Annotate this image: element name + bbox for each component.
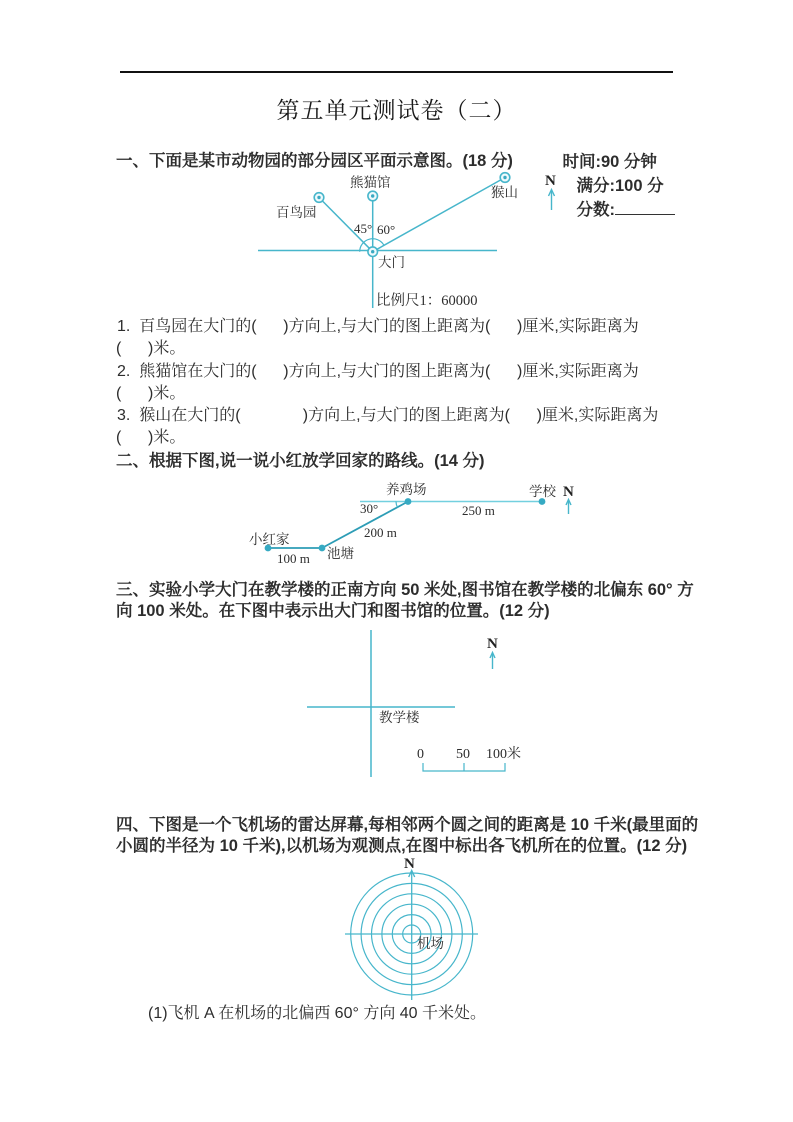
bird-garden-point (314, 193, 324, 203)
school-label: 学校 (529, 484, 556, 499)
angle-30-label: 30° (360, 501, 379, 516)
campus-north-arrow-icon (490, 653, 495, 670)
section3-heading-line1: 三、实验小学大门在教学楼的正南方向 50 米处,图书馆在教学楼的北偏东 60° 方 (116, 581, 694, 599)
gate-label: 大门 (378, 255, 405, 270)
scale-tick-50: 50 (456, 747, 470, 762)
angle-45-label: 45° (354, 221, 373, 236)
section2-heading: 二、根据下图,说一说小红放学回家的路线。(14 分) (116, 452, 485, 470)
question-1-line2: ( )米。 (116, 340, 186, 357)
question-1-line1: 1. 百鸟园在大门的( )方向上,与大门的图上距离为( )厘米,实际距离为 (117, 318, 639, 335)
bird-garden-label: 百鸟园 (276, 205, 317, 220)
question-3-line1: 3. 猴山在大门的( )方向上,与大门的图上距离为( )厘米,实际距离为 (117, 407, 659, 424)
scale-tick-0: 0 (417, 747, 424, 762)
teaching-building-label: 教学楼 (379, 710, 420, 725)
zoo-north-label: N (545, 173, 556, 189)
chicken-farm-point (405, 498, 412, 505)
header-rule (120, 71, 673, 73)
airport-label: 机场 (417, 936, 444, 951)
zoo-map-diagram (240, 166, 580, 316)
home-label: 小红家 (249, 532, 290, 547)
scale-tick-100: 100米 (486, 747, 521, 762)
monkey-hill-point (500, 173, 510, 183)
zoo-north-arrow-icon (549, 190, 555, 211)
radar-north-label: N (404, 856, 415, 872)
question-3-line2: ( )米。 (116, 429, 186, 446)
section4-heading-line2: 小圆的半径为 10 千米),以机场为观测点,在图中标出各飞机所在的位置。(12 分) (116, 837, 688, 855)
campus-north-label: N (487, 636, 498, 652)
campus-diagram (290, 626, 530, 781)
chicken-farm-label: 养鸡场 (386, 482, 427, 497)
pond-label: 池塘 (327, 546, 354, 561)
angle-60-label: 60° (377, 222, 396, 237)
full-score-label: 满分:100 分 (576, 177, 664, 195)
radar-diagram (335, 852, 490, 1007)
scale-bar (423, 763, 505, 771)
section1-heading: 一、下面是某市动物园的部分园区平面示意图。(18 分) (116, 152, 513, 170)
panda-hall-label: 熊猫馆 (350, 175, 391, 190)
zoo-scale-label: 比例尺1：60000 (376, 293, 478, 309)
farm-angle-arc (396, 502, 397, 508)
score-label: 分数: (576, 201, 615, 219)
gate-point (368, 247, 378, 257)
section4-item1: (1)飞机 A 在机场的北偏西 60° 方向 40 千米处。 (148, 1005, 487, 1022)
gate-to-monkey-hill-line (373, 178, 505, 252)
panda-hall-point (368, 191, 378, 201)
question-2-line1: 2. 熊猫馆在大门的( )方向上,与大门的图上距离为( )厘米,实际距离为 (117, 363, 639, 380)
score-blank-line (615, 199, 675, 215)
monkey-hill-label: 猴山 (491, 185, 518, 200)
page-title: 第五单元测试卷（二） (276, 98, 517, 123)
pond-point (319, 545, 326, 552)
dist-250m-label: 250 m (462, 503, 495, 518)
route-north-arrow-icon (566, 500, 571, 515)
school-point (539, 498, 546, 505)
dist-200m-label: 200 m (364, 525, 397, 540)
route-home-diagram (240, 476, 585, 572)
route-north-label: N (563, 484, 574, 500)
question-2-line2: ( )米。 (116, 385, 186, 402)
section3-heading-line2: 向 100 米处。在下图中表示出大门和图书馆的位置。(12 分) (116, 602, 550, 620)
dist-100m-label: 100 m (277, 551, 310, 566)
section4-heading-line1: 四、下图是一个飞机场的雷达屏幕,每相邻两个圆之间的距离是 10 千米(最里面的 (116, 816, 699, 834)
time-label: 时间:90 分钟 (562, 153, 657, 171)
